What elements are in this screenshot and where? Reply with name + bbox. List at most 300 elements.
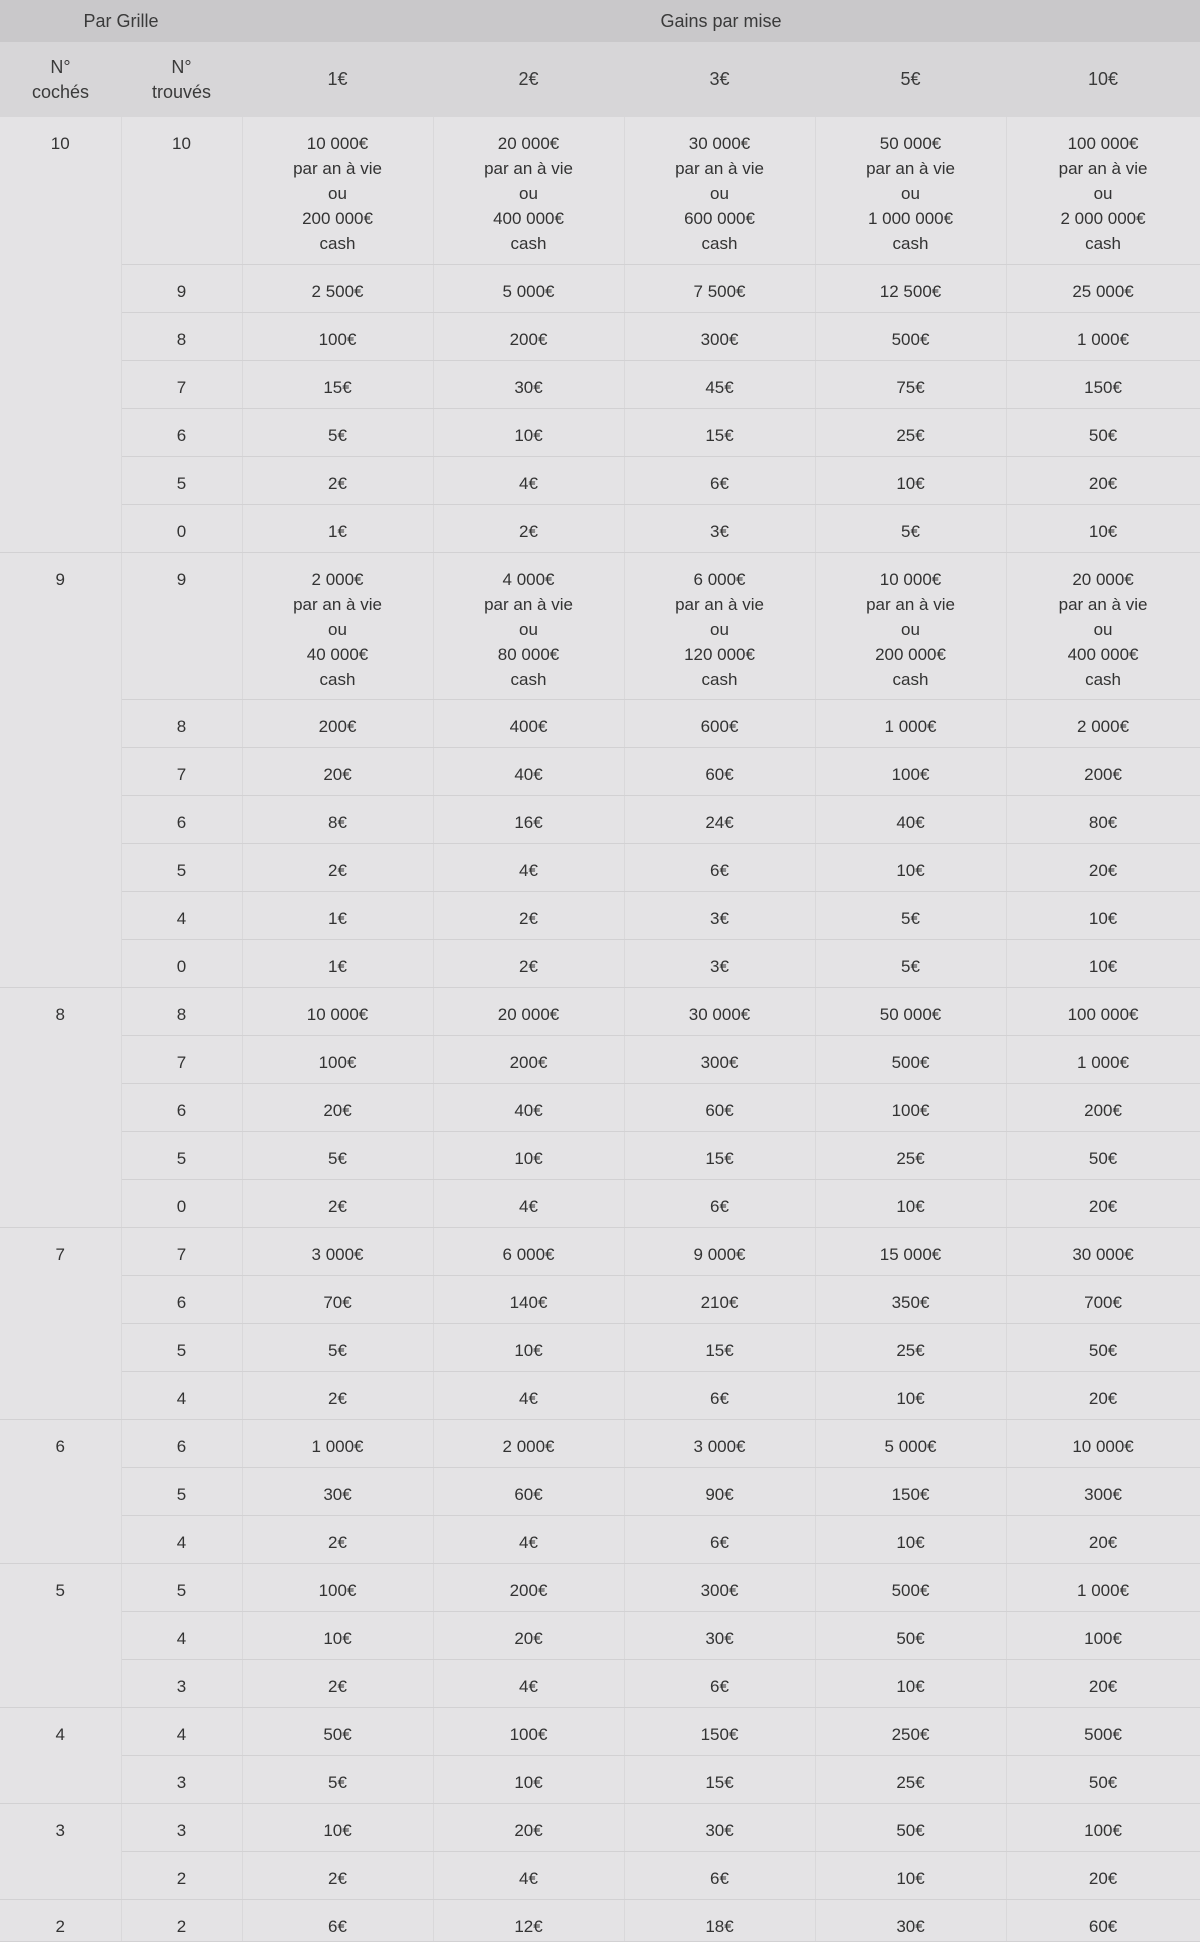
prize-cell: 100€ xyxy=(1006,1803,1200,1851)
trouves-cell: 4 xyxy=(121,1515,242,1563)
prize-cell: 300€ xyxy=(1006,1467,1200,1515)
prize-line: par an à vie xyxy=(293,594,382,614)
prize-line: par an à vie xyxy=(484,159,573,178)
trouves-cell: 5 xyxy=(121,1467,242,1515)
prize-cell xyxy=(815,552,1006,699)
table-row xyxy=(0,1083,1200,1131)
prize-cell: 12€ xyxy=(433,1899,624,1941)
prize-cell: 150€ xyxy=(1006,360,1200,408)
prize-cell: 1€ xyxy=(242,891,433,939)
coches-header-line1: N° xyxy=(50,56,71,77)
prize-line: 6 000€ xyxy=(693,569,746,589)
prize-line: 30 000€ xyxy=(688,134,751,153)
prize-cell: 500€ xyxy=(815,1563,1006,1611)
prize-cell: 20€ xyxy=(1006,1515,1200,1563)
prize-cell: 500€ xyxy=(1006,1707,1200,1755)
prize-cell: 10€ xyxy=(815,1851,1006,1899)
prize-cell: 10€ xyxy=(815,1179,1006,1227)
prize-cell: 100€ xyxy=(815,1083,1006,1131)
prize-line: 20 000€ xyxy=(1072,569,1134,589)
prize-cell: 16€ xyxy=(433,795,624,843)
prize-cell: 5 000€ xyxy=(815,1419,1006,1467)
prize-cell: 6€ xyxy=(624,843,815,891)
prize-line: 120 000€ xyxy=(684,644,755,664)
prize-cell xyxy=(624,552,815,699)
prize-cell: 3€ xyxy=(624,891,815,939)
coches-cell: 10 xyxy=(0,117,121,552)
prize-cell: 10€ xyxy=(433,1755,624,1803)
table-row xyxy=(0,1611,1200,1659)
prize-line: par an à vie xyxy=(484,594,573,614)
trouves-cell: 5 xyxy=(121,456,242,504)
prize-cell: 10€ xyxy=(815,1371,1006,1419)
prize-cell: 2€ xyxy=(242,843,433,891)
prize-line: cash xyxy=(1085,669,1121,689)
prize-cell: 70€ xyxy=(242,1275,433,1323)
prize-line: ou xyxy=(901,619,920,639)
prize-line: cash xyxy=(510,234,547,253)
table-row xyxy=(0,987,1200,1035)
prize-cell xyxy=(815,117,1006,264)
table-row xyxy=(0,1323,1200,1371)
prize-cell: 100€ xyxy=(242,312,433,360)
table-row xyxy=(0,891,1200,939)
prize-cell: 5€ xyxy=(242,1131,433,1179)
prize-line: 10 000€ xyxy=(306,134,369,153)
prize-line: ou xyxy=(519,184,538,203)
table-row xyxy=(0,360,1200,408)
prize-cell: 20€ xyxy=(433,1611,624,1659)
prize-cell: 10€ xyxy=(815,843,1006,891)
table-row xyxy=(0,795,1200,843)
prize-cell: 2€ xyxy=(242,1515,433,1563)
trouves-cell: 8 xyxy=(121,987,242,1035)
prize-line: par an à vie xyxy=(675,594,764,614)
prize-cell: 4€ xyxy=(433,1371,624,1419)
prize-cell: 300€ xyxy=(624,1563,815,1611)
prize-cell: 50€ xyxy=(1006,1131,1200,1179)
trouves-cell: 6 xyxy=(121,1275,242,1323)
prize-cell: 8€ xyxy=(242,795,433,843)
trouves-cell: 9 xyxy=(121,264,242,312)
prize-cell: 15€ xyxy=(624,1323,815,1371)
prize-line: cash xyxy=(892,669,929,689)
prize-cell: 4€ xyxy=(433,1659,624,1707)
trouves-cell: 7 xyxy=(121,1035,242,1083)
prize-cell: 6€ xyxy=(624,1371,815,1419)
table-row xyxy=(0,699,1200,747)
coches-cell: 2 xyxy=(0,1899,121,1941)
prize-cell: 10€ xyxy=(815,456,1006,504)
prize-cell: 50€ xyxy=(1006,408,1200,456)
prize-line: par an à vie xyxy=(293,159,382,178)
prize-cell: 40€ xyxy=(815,795,1006,843)
prize-line: 2 000 000€ xyxy=(1060,209,1146,228)
prize-line: ou xyxy=(901,184,920,203)
prize-cell: 1 000€ xyxy=(242,1419,433,1467)
prize-cell: 45€ xyxy=(624,360,815,408)
prize-cell: 4€ xyxy=(433,1851,624,1899)
prize-cell: 25€ xyxy=(815,1131,1006,1179)
trouves-cell: 6 xyxy=(121,408,242,456)
trouves-cell: 3 xyxy=(121,1659,242,1707)
prize-cell: 10€ xyxy=(1006,939,1200,987)
prize-line: cash xyxy=(1085,234,1121,253)
prize-line: 40 000€ xyxy=(306,644,369,664)
table-header xyxy=(0,0,1200,117)
prize-line: par an à vie xyxy=(1058,159,1148,178)
prize-cell: 4€ xyxy=(433,456,624,504)
prize-line: 400 000€ xyxy=(1067,644,1139,664)
prize-cell: 150€ xyxy=(624,1707,815,1755)
prize-cell: 10€ xyxy=(1006,891,1200,939)
prize-cell: 25 000€ xyxy=(1006,264,1200,312)
table-row xyxy=(0,117,1200,264)
prize-cell: 90€ xyxy=(624,1467,815,1515)
prize-cell: 50€ xyxy=(1006,1323,1200,1371)
prize-cell: 4€ xyxy=(433,1515,624,1563)
prize-cell: 18€ xyxy=(624,1899,815,1941)
prize-cell: 500€ xyxy=(815,312,1006,360)
table-row xyxy=(0,939,1200,987)
trouves-header-line2: trouvés xyxy=(151,81,212,102)
prize-line: cash xyxy=(892,234,929,253)
prize-cell: 2€ xyxy=(433,891,624,939)
prize-cell: 300€ xyxy=(624,312,815,360)
prize-cell: 60€ xyxy=(1006,1899,1200,1941)
prize-line: ou xyxy=(710,619,729,639)
table-row xyxy=(0,1275,1200,1323)
prize-cell: 12 500€ xyxy=(815,264,1006,312)
prize-cell: 200€ xyxy=(1006,747,1200,795)
stake-header-3: 3€ xyxy=(624,42,815,117)
trouves-cell: 2 xyxy=(121,1851,242,1899)
prize-cell: 60€ xyxy=(433,1467,624,1515)
coches-cell: 3 xyxy=(0,1803,121,1899)
prize-cell: 200€ xyxy=(1006,1083,1200,1131)
prize-cell: 3 000€ xyxy=(242,1227,433,1275)
coches-cell: 5 xyxy=(0,1563,121,1707)
prize-cell: 700€ xyxy=(1006,1275,1200,1323)
prize-cell: 30€ xyxy=(624,1611,815,1659)
prize-cell: 1€ xyxy=(242,504,433,552)
prize-cell: 1 000€ xyxy=(815,699,1006,747)
prize-cell: 20€ xyxy=(433,1803,624,1851)
prize-cell: 9 000€ xyxy=(624,1227,815,1275)
coches-cell: 6 xyxy=(0,1419,121,1563)
prize-cell: 20€ xyxy=(1006,843,1200,891)
prize-cell: 6€ xyxy=(624,1179,815,1227)
prize-cell xyxy=(242,117,433,264)
prize-cell: 2€ xyxy=(242,456,433,504)
prize-cell: 24€ xyxy=(624,795,815,843)
trouves-cell: 3 xyxy=(121,1803,242,1851)
trouves-cell: 5 xyxy=(121,1563,242,1611)
prize-line: par an à vie xyxy=(675,159,764,178)
prize-cell: 15 000€ xyxy=(815,1227,1006,1275)
prize-line: ou xyxy=(328,619,347,639)
prize-cell: 1 000€ xyxy=(1006,1563,1200,1611)
prize-cell: 15€ xyxy=(242,360,433,408)
prize-line: ou xyxy=(1093,619,1113,639)
prize-cell: 50€ xyxy=(815,1803,1006,1851)
trouves-cell: 6 xyxy=(121,795,242,843)
prize-cell: 2€ xyxy=(433,939,624,987)
prize-cell: 100€ xyxy=(242,1563,433,1611)
table-row xyxy=(0,456,1200,504)
prize-cell: 10 000€ xyxy=(242,987,433,1035)
gains-par-mise-header: Gains par mise xyxy=(242,0,1200,42)
prize-cell: 100 000€ xyxy=(1006,987,1200,1035)
prize-cell: 200€ xyxy=(242,699,433,747)
prize-cell: 40€ xyxy=(433,1083,624,1131)
table-row xyxy=(0,1419,1200,1467)
prize-cell: 10€ xyxy=(815,1659,1006,1707)
prize-cell: 1 000€ xyxy=(1006,1035,1200,1083)
prize-cell: 10€ xyxy=(433,1323,624,1371)
prize-cell: 10€ xyxy=(433,1131,624,1179)
prize-cell: 6€ xyxy=(624,1515,815,1563)
prize-line: par an à vie xyxy=(866,159,955,178)
trouves-cell: 3 xyxy=(121,1755,242,1803)
header-row-columns xyxy=(0,42,1200,117)
prize-line: cash xyxy=(319,234,356,253)
prize-cell: 40€ xyxy=(433,747,624,795)
prize-cell: 350€ xyxy=(815,1275,1006,1323)
prize-cell: 250€ xyxy=(815,1707,1006,1755)
trouves-cell: 6 xyxy=(121,1083,242,1131)
prize-cell: 6 000€ xyxy=(433,1227,624,1275)
trouves-header-line1: N° xyxy=(171,56,192,77)
trouves-cell: 8 xyxy=(121,699,242,747)
table-row xyxy=(0,1803,1200,1851)
prize-cell: 2 000€ xyxy=(1006,699,1200,747)
prize-cell: 5€ xyxy=(815,891,1006,939)
coches-cell: 8 xyxy=(0,987,121,1227)
trouves-cell: 7 xyxy=(121,360,242,408)
prize-cell: 6€ xyxy=(624,456,815,504)
trouves-cell: 9 xyxy=(121,552,242,699)
prize-cell: 15€ xyxy=(624,1755,815,1803)
prize-cell: 5€ xyxy=(815,939,1006,987)
prize-cell: 75€ xyxy=(815,360,1006,408)
trouves-cell: 4 xyxy=(121,1371,242,1419)
prize-cell: 5€ xyxy=(242,408,433,456)
prize-line: ou xyxy=(519,619,538,639)
prize-cell: 210€ xyxy=(624,1275,815,1323)
prize-cell: 4€ xyxy=(433,1179,624,1227)
prize-cell: 30 000€ xyxy=(1006,1227,1200,1275)
table-row xyxy=(0,312,1200,360)
prize-cell: 140€ xyxy=(433,1275,624,1323)
stake-header-5: 5€ xyxy=(815,42,1006,117)
prize-line: cash xyxy=(319,669,356,689)
table-row xyxy=(0,504,1200,552)
trouves-cell: 6 xyxy=(121,1419,242,1467)
trouves-cell: 10 xyxy=(121,117,242,264)
trouves-cell: 7 xyxy=(121,747,242,795)
prize-cell: 5€ xyxy=(815,504,1006,552)
prize-line: par an à vie xyxy=(866,594,955,614)
table-row xyxy=(0,747,1200,795)
prize-line: 1 000 000€ xyxy=(867,209,954,228)
prize-cell: 30€ xyxy=(624,1803,815,1851)
trouves-cell: 5 xyxy=(121,843,242,891)
table-row xyxy=(0,843,1200,891)
prize-line: ou xyxy=(710,184,729,203)
trouves-cell: 2 xyxy=(121,1899,242,1941)
prize-cell: 10€ xyxy=(242,1803,433,1851)
prize-cell: 100€ xyxy=(815,747,1006,795)
table-row xyxy=(0,264,1200,312)
prize-line: 200 000€ xyxy=(875,644,946,664)
prize-cell: 2 000€ xyxy=(433,1419,624,1467)
trouves-cell: 4 xyxy=(121,1707,242,1755)
prize-line: 80 000€ xyxy=(497,644,560,664)
prize-cell xyxy=(433,117,624,264)
table-row xyxy=(0,1515,1200,1563)
prize-cell: 20€ xyxy=(1006,456,1200,504)
table-row xyxy=(0,552,1200,699)
prize-cell: 25€ xyxy=(815,1323,1006,1371)
trouves-cell: 7 xyxy=(121,1227,242,1275)
trouves-column-header xyxy=(121,42,242,117)
prize-cell xyxy=(433,552,624,699)
prize-cell: 4€ xyxy=(433,843,624,891)
prize-cell: 3€ xyxy=(624,939,815,987)
trouves-cell: 8 xyxy=(121,312,242,360)
prize-cell: 5€ xyxy=(242,1755,433,1803)
coches-header-line2: cochés xyxy=(31,81,90,102)
trouves-cell: 5 xyxy=(121,1323,242,1371)
trouves-cell: 4 xyxy=(121,891,242,939)
prize-cell: 2€ xyxy=(242,1851,433,1899)
par-grille-header: Par Grille xyxy=(0,0,242,42)
prize-cell: 10 000€ xyxy=(1006,1419,1200,1467)
prize-cell: 20€ xyxy=(242,747,433,795)
coches-cell: 9 xyxy=(0,552,121,987)
table-row xyxy=(0,1179,1200,1227)
table-row xyxy=(0,1131,1200,1179)
prize-cell: 30 000€ xyxy=(624,987,815,1035)
prize-line: par an à vie xyxy=(1058,594,1148,614)
stake-header-1: 1€ xyxy=(242,42,433,117)
prize-cell: 10€ xyxy=(1006,504,1200,552)
prize-line: ou xyxy=(1093,184,1113,203)
prize-cell: 2€ xyxy=(242,1659,433,1707)
prize-cell: 500€ xyxy=(815,1035,1006,1083)
prize-cell: 60€ xyxy=(624,747,815,795)
prize-line: cash xyxy=(510,669,547,689)
prize-cell: 20€ xyxy=(1006,1371,1200,1419)
prize-cell: 150€ xyxy=(815,1467,1006,1515)
prize-line: 50 000€ xyxy=(879,134,942,153)
prize-cell: 20€ xyxy=(1006,1851,1200,1899)
prize-cell: 50€ xyxy=(1006,1755,1200,1803)
table-row xyxy=(0,1035,1200,1083)
prize-line: cash xyxy=(701,234,738,253)
prize-cell: 3 000€ xyxy=(624,1419,815,1467)
prize-cell: 6€ xyxy=(624,1659,815,1707)
prize-cell: 50€ xyxy=(815,1611,1006,1659)
table-row xyxy=(0,408,1200,456)
trouves-cell: 0 xyxy=(121,504,242,552)
prize-line: 400 000€ xyxy=(493,209,564,228)
prize-cell: 15€ xyxy=(624,1131,815,1179)
prize-cell: 20€ xyxy=(1006,1659,1200,1707)
table-row xyxy=(0,1707,1200,1755)
prize-cell: 100€ xyxy=(1006,1611,1200,1659)
prize-line: 200 000€ xyxy=(302,209,373,228)
prize-cell: 200€ xyxy=(433,1563,624,1611)
trouves-cell: 4 xyxy=(121,1611,242,1659)
prize-cell: 400€ xyxy=(433,699,624,747)
prize-cell: 30€ xyxy=(433,360,624,408)
trouves-cell: 5 xyxy=(121,1131,242,1179)
prize-cell: 100€ xyxy=(242,1035,433,1083)
prize-line: 100 000€ xyxy=(1067,134,1139,153)
stake-header-2: 2€ xyxy=(433,42,624,117)
trouves-cell: 0 xyxy=(121,1179,242,1227)
prize-cell: 200€ xyxy=(433,312,624,360)
coches-cell: 7 xyxy=(0,1227,121,1419)
prize-cell: 10€ xyxy=(433,408,624,456)
prize-cell: 20€ xyxy=(242,1083,433,1131)
prize-cell: 2€ xyxy=(242,1371,433,1419)
prize-cell: 20€ xyxy=(1006,1179,1200,1227)
prize-cell: 7 500€ xyxy=(624,264,815,312)
prize-cell xyxy=(1006,117,1200,264)
prize-cell: 30€ xyxy=(815,1899,1006,1941)
header-row-top xyxy=(0,0,1200,42)
prize-cell: 25€ xyxy=(815,1755,1006,1803)
trouves-cell: 0 xyxy=(121,939,242,987)
table-body xyxy=(0,117,1200,1941)
prize-cell: 3€ xyxy=(624,504,815,552)
prize-cell: 30€ xyxy=(242,1467,433,1515)
prize-cell: 6€ xyxy=(242,1899,433,1941)
table-row xyxy=(0,1227,1200,1275)
table-row xyxy=(0,1467,1200,1515)
prize-cell: 50€ xyxy=(242,1707,433,1755)
coches-column-header xyxy=(0,42,121,117)
prize-cell xyxy=(1006,552,1200,699)
prize-cell: 20 000€ xyxy=(433,987,624,1035)
prize-line: 10 000€ xyxy=(879,569,942,589)
prize-cell: 25€ xyxy=(815,408,1006,456)
prize-cell: 50 000€ xyxy=(815,987,1006,1035)
prize-cell: 5 000€ xyxy=(433,264,624,312)
table-row xyxy=(0,1659,1200,1707)
prize-cell: 6€ xyxy=(624,1851,815,1899)
prize-cell xyxy=(242,552,433,699)
coches-cell: 4 xyxy=(0,1707,121,1803)
prize-line: cash xyxy=(701,669,738,689)
prize-cell: 10€ xyxy=(242,1611,433,1659)
prize-cell: 1 000€ xyxy=(1006,312,1200,360)
prize-cell: 10€ xyxy=(815,1515,1006,1563)
prize-cell: 1€ xyxy=(242,939,433,987)
prize-cell xyxy=(624,117,815,264)
table-row xyxy=(0,1371,1200,1419)
table-row xyxy=(0,1563,1200,1611)
prize-cell: 100€ xyxy=(433,1707,624,1755)
prize-cell: 80€ xyxy=(1006,795,1200,843)
prize-cell: 15€ xyxy=(624,408,815,456)
prize-line: 2 000€ xyxy=(311,569,364,589)
prize-cell: 300€ xyxy=(624,1035,815,1083)
prize-cell: 2€ xyxy=(242,1179,433,1227)
